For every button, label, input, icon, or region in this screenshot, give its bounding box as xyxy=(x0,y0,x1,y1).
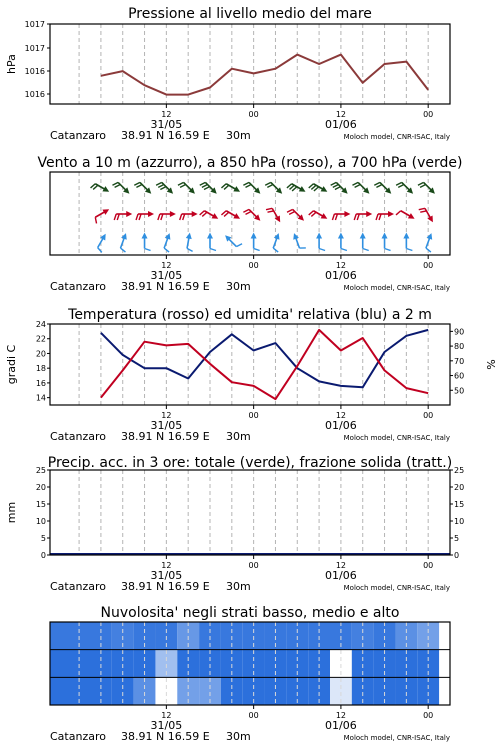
barb-feather xyxy=(243,182,249,185)
barb-feather xyxy=(266,208,272,209)
panel-title: Vento a 10 m (azzurro), a 850 hPa (rosso), a 700 hPa (verde) xyxy=(37,155,463,171)
barb-feather xyxy=(352,182,358,185)
barb-feather xyxy=(180,185,186,188)
plot-frame xyxy=(50,324,450,405)
wind-barb xyxy=(200,211,219,219)
date-label: 31/05 xyxy=(150,419,183,432)
panel-title: Precip. acc. in 3 ore: totale (verde), frazione solida (tratt.) xyxy=(47,455,453,471)
barb-head xyxy=(170,211,176,217)
y-tick-label-left: 0 xyxy=(40,551,46,560)
barb-feather xyxy=(357,214,359,220)
y-tick-label-left: 18 xyxy=(35,364,46,374)
x-tick-label: 12 xyxy=(161,261,172,270)
x-tick-label: 00 xyxy=(248,411,259,420)
x-tick-label: 12 xyxy=(335,561,347,570)
barb-head xyxy=(388,211,394,217)
barb-feather xyxy=(114,214,116,220)
y-axis-label: hPa xyxy=(5,54,18,74)
barb-feather xyxy=(95,217,96,223)
x-tick-label: 00 xyxy=(423,261,434,270)
barb-feather xyxy=(158,214,160,220)
location-label: Catanzaro xyxy=(50,730,106,743)
y-tick-label-left: 16 xyxy=(35,378,46,388)
wind-barb xyxy=(114,211,132,220)
coordinates-label: 38.91 N 16.59 E xyxy=(121,430,210,443)
coordinates-label: 38.91 N 16.59 E xyxy=(121,280,210,293)
humidity-line xyxy=(101,330,428,387)
barb-feather xyxy=(379,214,381,220)
y-axis-label-right: % xyxy=(484,359,497,370)
panel-title: Nuvolosita' negli strati basso, medio e alto xyxy=(100,605,400,621)
barb-feather xyxy=(406,249,412,251)
y-tick-label-left: 15 xyxy=(35,500,46,509)
wind-barb xyxy=(98,234,106,253)
barb-head xyxy=(142,233,148,239)
barb-feather xyxy=(112,182,118,185)
panel-1 xyxy=(37,155,462,293)
date-label: 31/05 xyxy=(150,719,183,732)
date-label: 01/06 xyxy=(325,269,357,282)
barb-head xyxy=(148,211,154,217)
date-label: 01/06 xyxy=(325,419,357,432)
cloud-cell xyxy=(50,622,90,650)
barb-feather xyxy=(319,249,325,251)
barb-feather xyxy=(355,185,361,188)
wind-barb xyxy=(309,211,328,219)
barb-head xyxy=(366,211,372,217)
barb-feather xyxy=(267,185,273,188)
wind-barb xyxy=(221,184,240,192)
x-tick-label: 12 xyxy=(161,561,172,570)
wind-barb xyxy=(360,233,369,251)
location-label: Catanzaro xyxy=(50,280,106,293)
panel-2 xyxy=(5,307,497,443)
x-tick-label: 12 xyxy=(161,711,172,720)
barb-feather xyxy=(420,185,426,188)
wind-barb xyxy=(121,233,127,252)
wind-barb xyxy=(418,182,435,193)
panel-3 xyxy=(5,455,464,593)
y-tick-label-left: 22 xyxy=(35,334,46,344)
barb-head xyxy=(192,211,198,217)
barb-feather xyxy=(145,249,151,251)
y-tick-label-left: 5 xyxy=(40,534,46,543)
wind-barb xyxy=(134,182,151,193)
barb-feather xyxy=(335,214,337,220)
barb-head xyxy=(186,233,192,239)
wind-barb xyxy=(200,182,217,193)
barb-feather xyxy=(289,212,295,215)
x-tick-label: 12 xyxy=(335,261,347,270)
y-tick-label-right: 10 xyxy=(454,517,465,526)
wind-barb xyxy=(273,233,279,252)
y-tick-label: 1017 xyxy=(24,20,45,29)
credit-label: Moloch model, CNR-ISAC, Italy xyxy=(343,133,450,141)
date-label: 31/05 xyxy=(150,569,183,582)
barb-head xyxy=(360,233,366,239)
barb-head xyxy=(382,233,388,239)
barb-feather xyxy=(178,182,184,185)
y-tick-label-right: 70 xyxy=(454,356,465,366)
x-tick-label: 00 xyxy=(423,561,434,570)
barb-feather xyxy=(374,182,380,185)
barb-feather xyxy=(246,185,252,188)
barb-feather xyxy=(376,185,382,188)
panel-0 xyxy=(5,6,450,142)
barb-feather xyxy=(158,185,164,188)
barb-feather xyxy=(200,182,206,185)
y-tick-label-left: 24 xyxy=(35,320,46,329)
wind-barb xyxy=(403,233,412,251)
elevation-label: 30m xyxy=(226,280,251,293)
y-tick-label-left: 10 xyxy=(35,517,46,526)
wind-barb xyxy=(91,184,110,192)
y-tick-label-left: 20 xyxy=(35,483,46,492)
elevation-label: 30m xyxy=(226,580,251,593)
wind-barb xyxy=(221,211,240,219)
location-label: Catanzaro xyxy=(50,580,106,593)
x-tick-label: 12 xyxy=(335,411,347,420)
coordinates-label: 38.91 N 16.59 E xyxy=(121,730,210,743)
barb-feather xyxy=(161,214,163,220)
wind-barb xyxy=(251,233,260,251)
barb-feather xyxy=(117,214,119,220)
barb-feather xyxy=(265,182,271,185)
elevation-label: 30m xyxy=(226,730,251,743)
location-label: Catanzaro xyxy=(50,430,106,443)
y-tick-label-right: 80 xyxy=(454,342,465,352)
y-tick-label-left: 25 xyxy=(35,466,46,475)
barb-feather xyxy=(396,211,401,215)
panel-title: Temperatura (rosso) ed umidita' relativa (blu) a 2 m xyxy=(68,307,432,323)
panel-4 xyxy=(50,605,450,743)
y-tick-label-left: 14 xyxy=(35,393,46,403)
barb-feather xyxy=(268,211,274,212)
wind-barb xyxy=(338,233,347,251)
barb-feather xyxy=(398,185,404,188)
wind-barb xyxy=(112,182,129,193)
y-tick-label-right: 25 xyxy=(454,466,465,475)
barb-feather xyxy=(180,214,182,220)
y-tick-label-right: 0 xyxy=(454,551,460,560)
wind-barb xyxy=(243,182,260,193)
barb-head xyxy=(338,233,344,239)
temperature-line xyxy=(101,330,428,399)
barb-head xyxy=(316,233,322,239)
wind-barb xyxy=(396,182,413,193)
barb-feather xyxy=(419,208,425,209)
wind-barb xyxy=(396,211,415,219)
elevation-label: 30m xyxy=(226,129,251,142)
wind-barb xyxy=(382,233,391,251)
y-tick-label: 1017 xyxy=(24,44,45,53)
wind-barb xyxy=(309,184,328,192)
y-tick-label-left: 20 xyxy=(35,349,46,359)
x-tick-label: 12 xyxy=(335,711,347,720)
wind-barb xyxy=(287,209,304,220)
barb-feather xyxy=(139,214,141,220)
y-tick-label-right: 20 xyxy=(454,483,465,492)
wind-barb xyxy=(243,209,260,220)
y-axis-label: mm xyxy=(5,501,18,524)
barb-head xyxy=(207,233,213,239)
coordinates-label: 38.91 N 16.59 E xyxy=(121,580,210,593)
x-tick-label: 00 xyxy=(423,711,434,720)
wind-barb xyxy=(186,233,193,252)
wind-barb xyxy=(225,235,242,246)
barb-feather xyxy=(333,185,339,188)
barb-feather xyxy=(156,182,162,185)
barb-feather xyxy=(385,249,391,251)
barb-feather xyxy=(243,209,249,212)
date-label: 01/06 xyxy=(325,719,357,732)
barb-feather xyxy=(202,185,208,188)
wind-barb xyxy=(419,208,433,222)
x-tick-label: 00 xyxy=(248,561,259,570)
barb-feather xyxy=(236,244,242,247)
x-tick-label: 00 xyxy=(248,110,259,119)
cloud-cell xyxy=(50,650,90,678)
barb-feather xyxy=(160,187,166,190)
credit-label: Moloch model, CNR-ISAC, Italy xyxy=(343,434,450,442)
wind-barb xyxy=(266,208,280,222)
barb-feather xyxy=(210,249,216,251)
date-label: 31/05 xyxy=(150,118,183,131)
cloud-cell xyxy=(50,677,90,705)
x-tick-label: 12 xyxy=(161,110,172,119)
barb-head xyxy=(126,211,132,217)
wind-barb xyxy=(207,233,216,251)
wind-barb xyxy=(164,233,170,252)
wind-barb xyxy=(265,182,282,193)
y-tick-label-right: 5 xyxy=(454,534,460,543)
x-tick-label: 00 xyxy=(423,411,434,420)
wind-barb xyxy=(178,182,195,193)
barb-feather xyxy=(115,185,121,188)
barb-head xyxy=(344,211,350,217)
wind-barb xyxy=(316,233,325,251)
wind-barb xyxy=(331,182,348,193)
date-label: 01/06 xyxy=(325,569,357,582)
x-tick-label: 00 xyxy=(248,711,259,720)
wind-barb xyxy=(374,182,391,193)
y-axis-label-left: gradi C xyxy=(5,344,18,385)
barb-feather xyxy=(183,214,185,220)
y-tick-label: 1016 xyxy=(24,90,45,99)
barb-feather xyxy=(134,182,140,185)
coordinates-label: 38.91 N 16.59 E xyxy=(121,129,210,142)
barb-feather xyxy=(204,187,210,190)
plot-frame xyxy=(50,470,450,555)
wind-barb xyxy=(156,182,173,193)
date-label: 01/06 xyxy=(325,118,357,131)
barb-feather xyxy=(254,249,260,251)
wind-barb xyxy=(426,233,432,252)
x-tick-label: 00 xyxy=(423,110,434,119)
barb-feather xyxy=(246,212,252,215)
y-tick-label-right: 50 xyxy=(454,386,465,396)
y-tick-label: 1016 xyxy=(24,67,45,76)
pressure-line xyxy=(101,55,428,95)
wind-barb xyxy=(287,184,306,192)
barb-feather xyxy=(331,182,337,185)
wind-barb xyxy=(352,182,369,193)
barb-feather xyxy=(354,214,356,220)
barb-feather xyxy=(136,214,138,220)
wind-barb xyxy=(293,233,306,248)
location-label: Catanzaro xyxy=(50,129,106,142)
barb-feather xyxy=(376,214,378,220)
barb-feather xyxy=(420,211,426,212)
x-tick-label: 00 xyxy=(248,261,259,270)
y-tick-label-right: 15 xyxy=(454,500,465,509)
barb-feather xyxy=(332,214,334,220)
elevation-label: 30m xyxy=(226,430,251,443)
barb-head xyxy=(403,233,409,239)
x-tick-label: 12 xyxy=(335,110,347,119)
credit-label: Moloch model, CNR-ISAC, Italy xyxy=(343,734,450,742)
credit-label: Moloch model, CNR-ISAC, Italy xyxy=(343,284,450,292)
x-tick-label: 12 xyxy=(161,411,172,420)
barb-feather xyxy=(287,209,293,212)
wind-barb xyxy=(95,209,109,223)
barb-feather xyxy=(418,182,424,185)
date-label: 31/05 xyxy=(150,269,183,282)
barb-feather xyxy=(136,185,142,188)
barb-feather xyxy=(335,187,341,190)
barb-feather xyxy=(363,249,369,251)
barb-feather xyxy=(396,182,402,185)
y-tick-label-right: 60 xyxy=(454,371,465,381)
wind-barb xyxy=(142,233,151,251)
barb-feather xyxy=(341,249,347,251)
barb-head xyxy=(251,233,257,239)
y-tick-label-right: 90 xyxy=(454,327,465,337)
panel-title: Pressione al livello medio del mare xyxy=(128,6,372,22)
credit-label: Moloch model, CNR-ISAC, Italy xyxy=(343,584,450,592)
